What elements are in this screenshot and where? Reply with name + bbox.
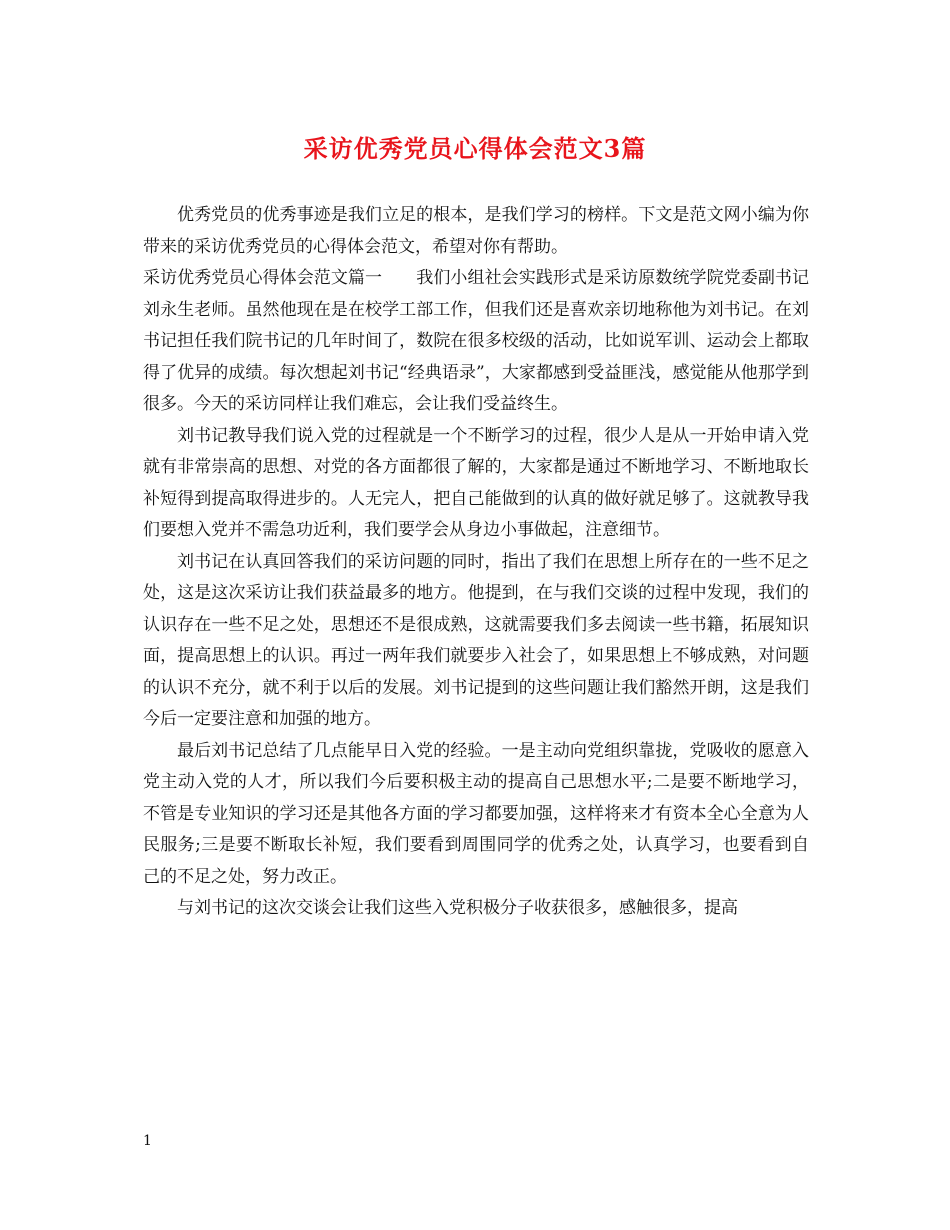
paragraph-5: 最后刘书记总结了几点能早日入党的经验。一是主动向党组织靠拢，党吸收的愿意入党主动入党的人才，所以我们今后要积极主动的提高自己思想水平;二是要不断地学习，不管是专业知识的学习还是其他各方面的学习都要加强，这样将来才有资本全心全意为人民服务;三是要不断取长补短，我们要看到周围同学的优秀之处，认真学习，也要看到自己的不足之处，努力改正。	[143, 740, 809, 887]
paragraph-4: 刘书记在认真回答我们的采访问题的同时，指出了我们在思想上所存在的一些不足之处，这是这次采访让我们获益最多的地方。他提到，在与我们交谈的过程中发现，我们的认识存在一些不足之处，思想还不是很成熟，这就需要我们多去阅读一些书籍，拓展知识面，提高思想上的认识。再过一两年我们就要步入社会了，如果思想上不够成熟，对问题的认识不充分，就不利于以后的发展。刘书记提到的这些问题让我们豁然开朗，这是我们今后一定要注意和加强的地方。	[143, 551, 809, 729]
paragraph-6: 与刘书记的这次交谈会让我们这些入党积极分子收获很多，感触很多，提高	[177, 898, 738, 918]
paragraph-3: 刘书记教导我们说入党的过程就是一个不断学习的过程，很少人是从一开始申请入党就有非常崇高的思想、对党的各方面都很了解的，大家都是通过不断地学习、不断地取长补短得到提高取得进步的。人无完人，把自己能做到的认真的做好就足够了。这就教导我们要想入党并不需急功近利，我们要学会从身边小事做起，注意细节。	[143, 425, 809, 540]
page-number: 1	[143, 1133, 152, 1149]
document-body	[143, 200, 809, 925]
document-title: 采访优秀党员心得体会范文3篇	[303, 134, 647, 163]
paragraph-1: 优秀党员的优秀事迹是我们立足的根本，是我们学习的榜样。下文是范文网小编为你带来的采访优秀党员的心得体会范文，希望对你有帮助。	[143, 205, 809, 257]
paragraph-2: 采访优秀党员心得体会范文篇一 我们小组社会实践形式是采访原数统学院党委副书记刘永生老师。虽然他现在是在校学工部工作，但我们还是喜欢亲切地称他为刘书记。在刘书记担任我们院书记的几年时间了，数院在很多校级的活动，比如说军训、运动会上都取得了优异的成绩。每次想起刘书记“经典语录”，大家都感到受益匪浅，感觉能从他那学到很多。今天的采访同样让我们难忘，会让我们受益终生。	[143, 268, 809, 414]
